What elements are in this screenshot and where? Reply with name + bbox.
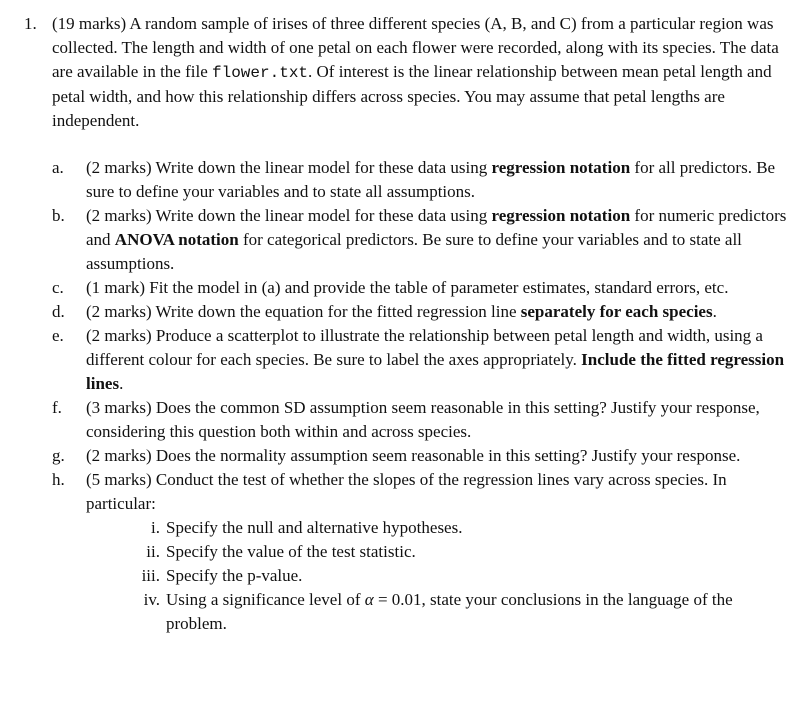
part-e [52, 324, 792, 396]
part-label: h. [52, 470, 65, 489]
text-run: for all predictors. Be sure to define your variables and to state all assumptions. [86, 158, 776, 201]
subpart-i [128, 516, 792, 540]
subpart-label: iv. [143, 590, 160, 609]
text-run: . [119, 374, 124, 393]
text-run: , state your conclusions in the language of the problem. [166, 590, 733, 633]
text-run: (2 marks) Write down the linear model for these data using [86, 206, 492, 225]
text-run: (2 marks) Write down the linear model for these data using [86, 158, 492, 177]
bold-text: regression notation [491, 206, 631, 225]
part-a [52, 156, 792, 204]
question-intro [52, 12, 782, 133]
part-text: (2 marks) Does the normality assumption seem reasonable in this setting? Justify your response. [86, 446, 741, 465]
subpart-iv [128, 588, 792, 636]
part-text [86, 324, 792, 396]
file-name: flower.txt [212, 64, 309, 82]
subpart-ii [128, 540, 792, 564]
part-d [52, 300, 792, 324]
bold-text: Include the fitted regression lines [86, 350, 785, 393]
question-parts [52, 156, 792, 636]
part-label: c. [52, 278, 64, 297]
part-c [52, 276, 792, 300]
part-f [52, 396, 792, 444]
text-run: . [712, 302, 717, 321]
subparts-list [128, 516, 792, 636]
part-b [52, 204, 792, 276]
subpart-text: Specify the p-value. [166, 566, 303, 585]
intro-text-1: (19 marks) A random sample of irises of three different species (A, B, and C) from a particular region was collected. The length and width of one petal on each flower were recorded, along with its species. The data are available in the file [52, 14, 779, 81]
part-label: b. [52, 206, 65, 225]
part-text [86, 300, 792, 324]
subpart-text: Specify the null and alternative hypotheses. [166, 518, 463, 537]
intro-text-2: . Of interest is the linear relationship between mean petal length and petal width, and how this relationship differs across species. You may assume that petal lengths are independent. [52, 62, 772, 130]
subpart-text: Specify the value of the test statistic. [166, 542, 416, 561]
alpha-symbol: α [364, 590, 374, 609]
part-text [86, 468, 792, 636]
part-text: (3 marks) Does the common SD assumption seem reasonable in this setting? Justify your response, considering this question both within and across species. [86, 398, 760, 441]
subpart-label: ii. [146, 542, 160, 561]
part-label: e. [52, 326, 64, 345]
part-text: (1 mark) Fit the model in (a) and provide the table of parameter estimates, standard errors, etc. [86, 278, 729, 297]
part-label: f. [52, 398, 62, 417]
text-run: (2 marks) Write down the equation for the fitted regression line [86, 302, 521, 321]
part-text [86, 204, 792, 276]
subpart-label: iii. [141, 566, 160, 585]
part-label: a. [52, 158, 64, 177]
bold-text: ANOVA notation [114, 230, 239, 249]
subpart-iii [128, 564, 792, 588]
equation-value: = 0.01 [373, 590, 422, 609]
question-number: 1. [24, 14, 37, 33]
part-h-intro: (5 marks) Conduct the test of whether the slopes of the regression lines vary across species. In particular: [86, 470, 727, 513]
text-run: for numeric predictors and [86, 206, 787, 249]
part-g [52, 444, 792, 468]
text-run: Using a significance level of [166, 590, 365, 609]
bold-text: regression notation [491, 158, 631, 177]
text-run: (2 marks) Produce a scatterplot to illustrate the relationship between petal length and width, using a different colour for each species. Be sure to label the axes appropriately. [86, 326, 763, 369]
part-h [52, 468, 792, 636]
subpart-label: i. [151, 518, 160, 537]
part-label: g. [52, 446, 65, 465]
text-run: for categorical predictors. Be sure to define your variables and to state all assumptions. [86, 230, 742, 273]
part-label: d. [52, 302, 65, 321]
subpart-text [166, 588, 792, 636]
bold-text: separately for each species [520, 302, 713, 321]
part-text [86, 156, 792, 204]
